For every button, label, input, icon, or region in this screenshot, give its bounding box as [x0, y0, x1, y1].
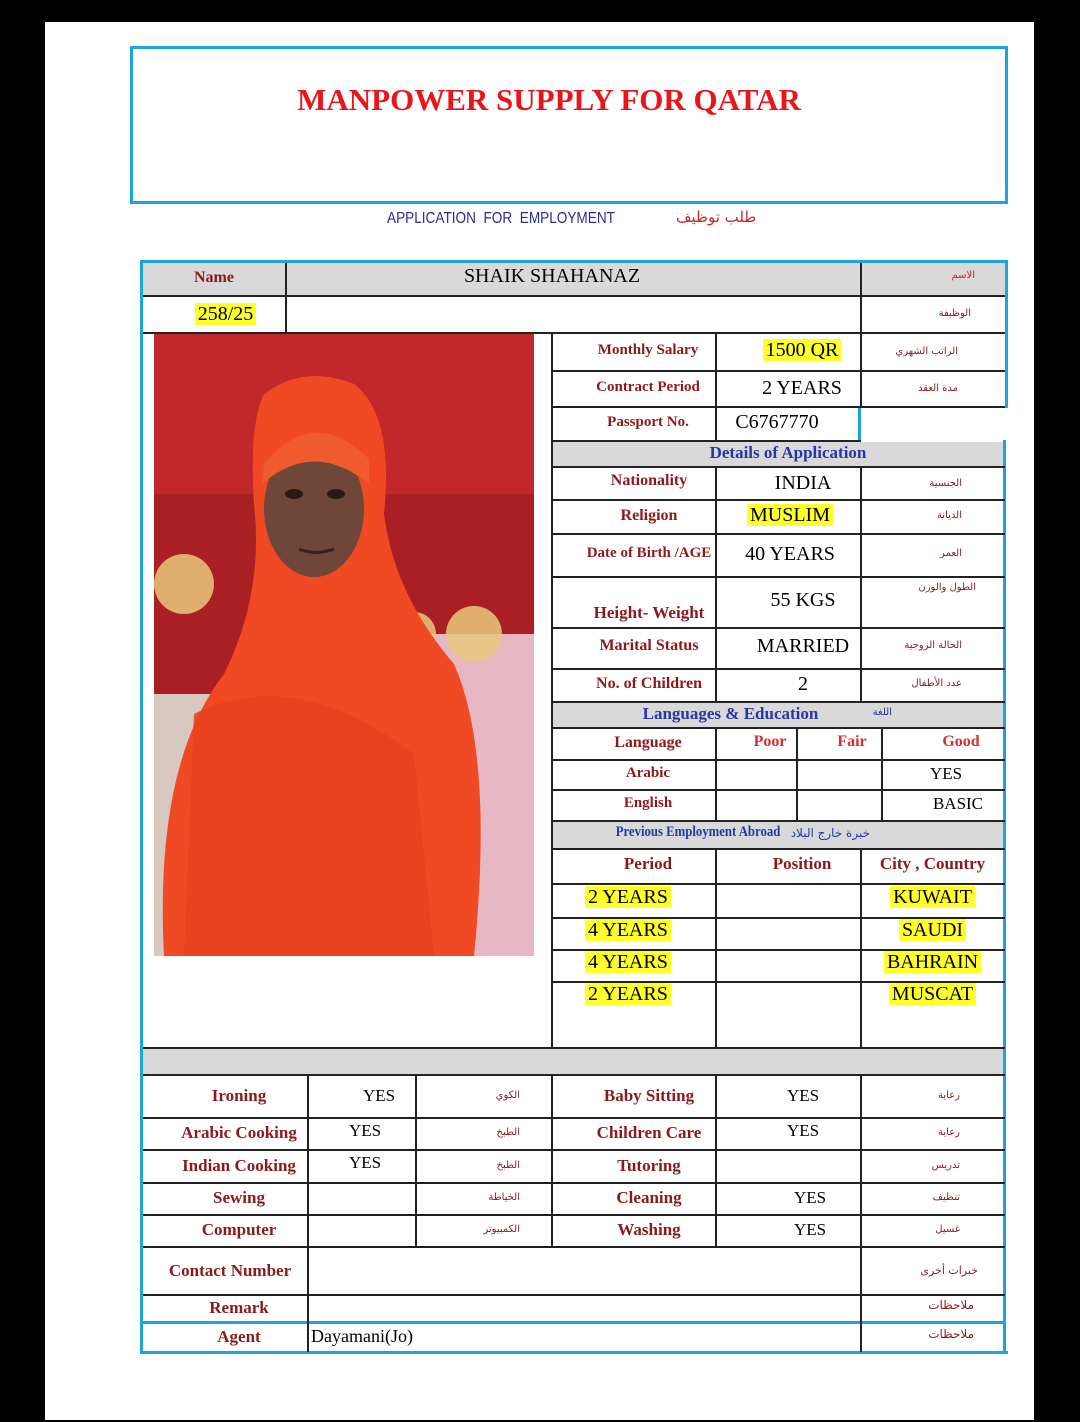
application-value: MARRIED	[756, 635, 850, 657]
application-label: Marital Status	[599, 637, 699, 654]
emp-header-country: City , Country	[879, 854, 986, 873]
lang-header-good: Good	[942, 733, 980, 750]
skill-value: YES	[786, 1121, 820, 1140]
detail-label: Contract Period	[596, 379, 700, 395]
application-subtitle-ar: طلب توظيف	[676, 208, 757, 226]
languages-section-ar: اللغة	[872, 707, 892, 718]
skill-label-ar: الخياطة	[488, 1192, 520, 1203]
applicant-name: SHAIK SHAHANAZ	[463, 265, 641, 287]
employment-section-ar: خبرة خارج البلاد	[790, 826, 870, 840]
skill-label: Tutoring	[617, 1156, 681, 1175]
emp-header-period: Period	[623, 854, 673, 873]
applicant-photo	[154, 334, 534, 956]
name-label-ar: الاسم	[951, 270, 975, 281]
languages-section-title: Languages & Education	[642, 704, 819, 723]
application-label: No. of Children	[596, 675, 702, 692]
lang-row-language: English	[623, 795, 673, 811]
application-value: MUSLIM	[717, 504, 863, 527]
lang-row-good: YES	[929, 764, 963, 783]
contact-label-ar: خبرات أخرى	[920, 1264, 978, 1277]
detail-label-ar: الراتب الشهري	[895, 346, 958, 357]
agent-label: Agent	[217, 1327, 261, 1346]
employment-country: MUSCAT	[862, 983, 1003, 1006]
reference-number: 258/25	[143, 303, 308, 326]
employment-section-title: Previous Employment Abroad	[615, 824, 781, 840]
remark-label-ar: ملاحظات	[928, 1298, 974, 1312]
skill-label: Ironing	[211, 1086, 267, 1105]
detail-value: C6767770	[735, 411, 819, 433]
skill-label-ar: الطبخ	[496, 1160, 520, 1171]
page-title: MANPOWER SUPPLY FOR QATAR	[297, 82, 801, 117]
agent-label-ar: ملاحظات	[928, 1327, 974, 1341]
application-section-title: Details of Application	[709, 443, 867, 462]
detail-value: 1500 QR	[717, 339, 887, 362]
skill-label-ar: الكمبيوتر	[483, 1224, 520, 1235]
contact-label: Contact Number	[168, 1261, 292, 1280]
skill-value: YES	[348, 1153, 382, 1172]
skill-label: Baby Sitting	[603, 1086, 695, 1105]
skill-value: YES	[793, 1188, 827, 1207]
lang-row-good: BASIC	[932, 794, 984, 813]
position-ar: الوظيفة	[938, 308, 971, 319]
skill-label: Sewing	[213, 1188, 265, 1207]
application-value: 40 YEARS	[745, 543, 835, 565]
application-label: Religion	[620, 507, 678, 524]
remark-label: Remark	[209, 1298, 269, 1317]
frame-right-top	[1005, 260, 1008, 408]
skills-separator	[143, 1049, 1003, 1074]
skill-label-ar: الكوي	[495, 1090, 520, 1101]
employment-country: BAHRAIN	[862, 951, 1003, 974]
skill-value: YES	[362, 1086, 396, 1105]
skill-label: Children Care	[596, 1123, 702, 1142]
skill-label-ar: رعاية	[938, 1090, 960, 1101]
application-label-ar: العمر	[940, 548, 962, 559]
agent-value: Dayamani(Jo)	[311, 1326, 413, 1346]
detail-value: 2 YEARS	[762, 377, 842, 399]
application-label: Date of Birth /AGE	[586, 545, 712, 561]
detail-label: Monthly Salary	[597, 342, 699, 358]
application-value: INDIA	[774, 472, 832, 494]
employment-period: 4 YEARS	[585, 919, 671, 942]
application-value: 2	[798, 673, 808, 695]
skill-label-ar: رعاية	[938, 1127, 960, 1138]
skill-label-ar: تنظيف	[932, 1192, 960, 1203]
application-label: Nationality	[610, 472, 688, 489]
application-subtitle: APPLICATION FOR EMPLOYMENT	[387, 210, 615, 227]
frame-bottom	[140, 1351, 1008, 1354]
application-label: Height- Weight	[593, 603, 705, 622]
photo-illustration	[154, 334, 534, 956]
skill-label: Washing	[617, 1220, 681, 1239]
lang-header-fair: Fair	[837, 733, 867, 750]
skill-label: Arabic Cooking	[181, 1123, 297, 1142]
skill-value: YES	[793, 1220, 827, 1239]
skill-label: Cleaning	[616, 1188, 682, 1207]
skill-label: Indian Cooking	[182, 1156, 296, 1175]
employment-period: 2 YEARS	[585, 886, 671, 909]
detail-label-ar: مدة العقد	[918, 383, 958, 394]
header-box	[130, 46, 1008, 204]
application-value: 55 KGS	[770, 589, 836, 611]
emp-header-position: Position	[772, 854, 832, 873]
lang-header-poor: Poor	[753, 733, 787, 750]
application-label-ar: الحالة الزوجية	[904, 640, 962, 651]
application-label-ar: الديانة	[936, 510, 962, 521]
detail-label: Passport No.	[607, 414, 689, 430]
employment-country: SAUDI	[862, 919, 1003, 942]
skill-label-ar: الطبخ	[496, 1127, 520, 1138]
application-label-ar: الجنسية	[929, 478, 962, 489]
name-label: Name	[194, 269, 234, 286]
lang-header-language: Language	[614, 734, 682, 751]
employment-country: KUWAIT	[862, 886, 1003, 909]
lang-row-language: Arabic	[625, 765, 671, 781]
skill-label-ar: تدريس	[931, 1160, 960, 1171]
employment-period: 4 YEARS	[585, 951, 671, 974]
application-label-ar: عدد الأطفال	[911, 678, 962, 689]
skill-label-ar: غسيل	[935, 1224, 960, 1235]
application-label-ar: الطول والوزن	[918, 582, 976, 593]
employment-period: 2 YEARS	[585, 983, 671, 1006]
skill-value: YES	[786, 1086, 820, 1105]
skill-label: Computer	[201, 1220, 277, 1239]
skill-value: YES	[348, 1121, 382, 1140]
